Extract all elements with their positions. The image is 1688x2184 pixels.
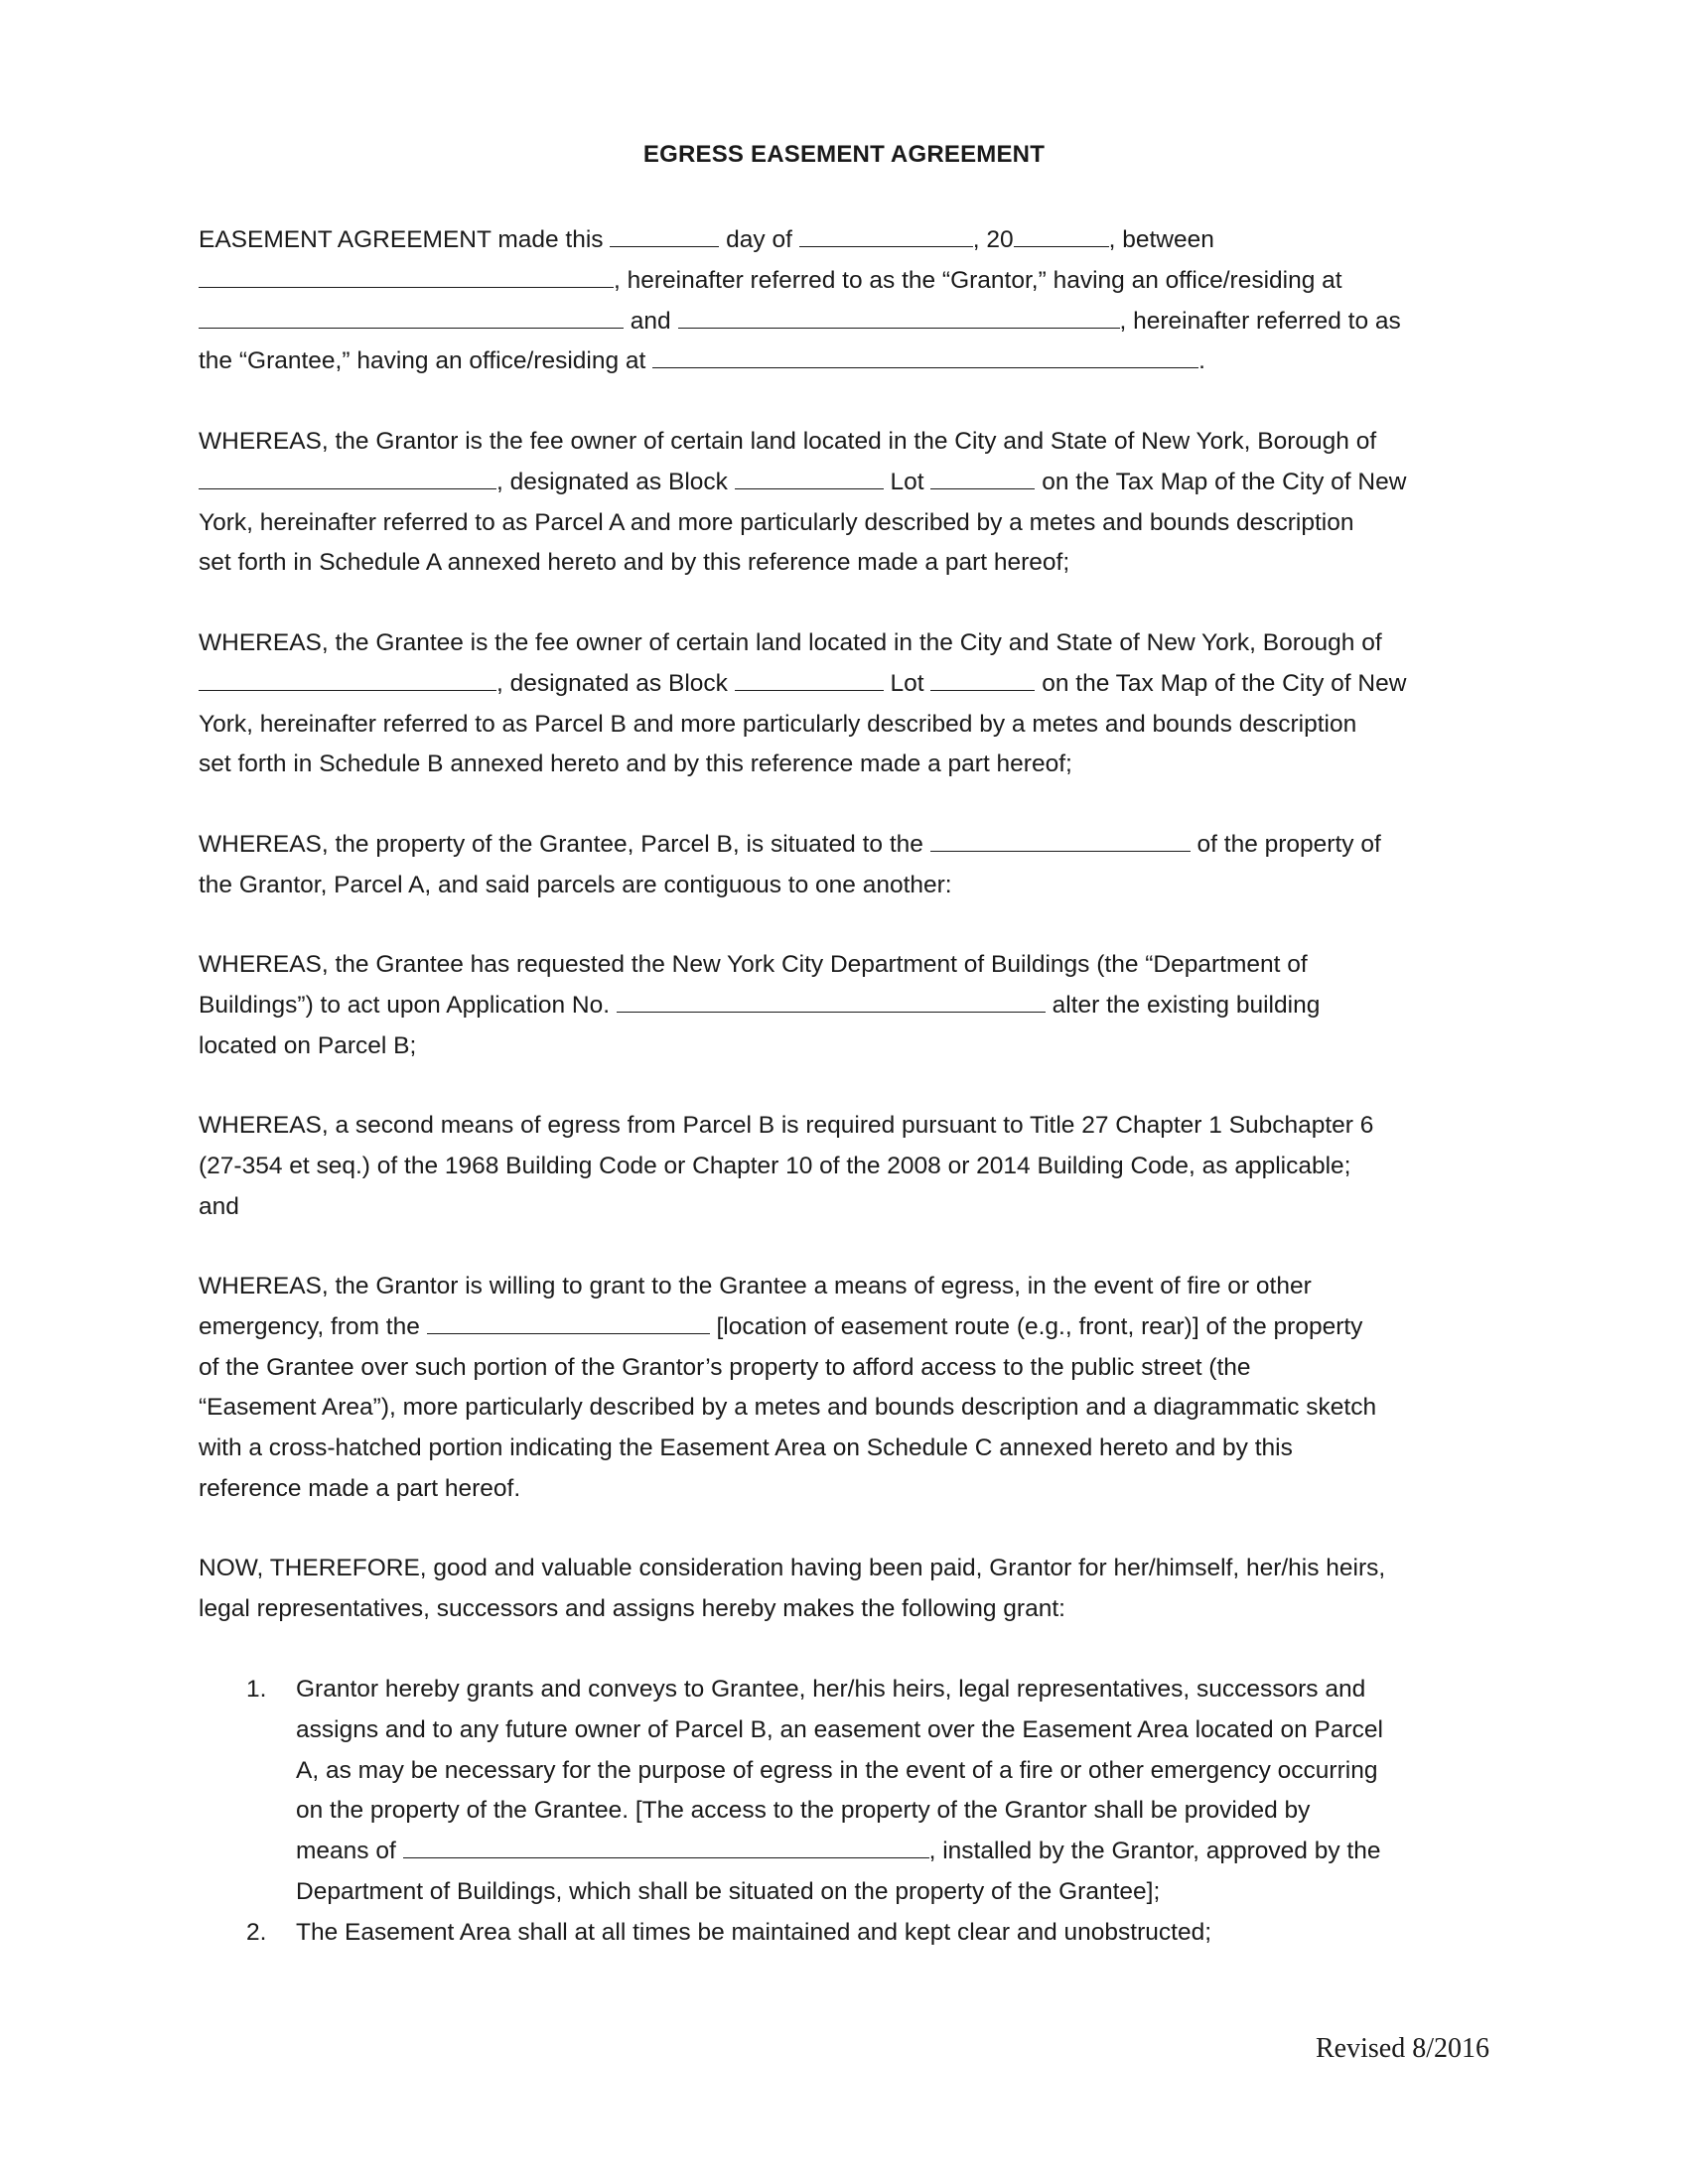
text-line: York, hereinafter referred to as Parcel A and more particularly described by a metes and bounds description (199, 508, 1354, 536)
document-title: EGRESS EASEMENT AGREEMENT (642, 141, 1046, 168)
blank-field[interactable] (403, 1836, 929, 1858)
text: alter the existing building (1045, 991, 1321, 1019)
text-line (199, 302, 1489, 342)
blank-field[interactable] (735, 467, 884, 489)
text-line (199, 986, 1489, 1026)
blank-field[interactable] (199, 306, 624, 329)
blank-field[interactable] (930, 668, 1035, 691)
blank-field[interactable] (610, 224, 719, 247)
text-line: with a cross-hatched portion indicating the Easement Area on Schedule C annexed hereto and by this (199, 1434, 1293, 1462)
text: , designated as Block (496, 468, 735, 495)
whereas-application (199, 945, 1489, 1066)
text: [location of easement route (e.g., front, rear)] of the property (709, 1312, 1363, 1340)
text: emergency, from the (199, 1312, 427, 1340)
text-line (199, 220, 1489, 261)
text-line (199, 463, 1489, 503)
text-line: of the Grantee over such portion of the Grantor’s property to afford access to the public street (the (199, 1353, 1251, 1381)
text: on the Tax Map of the City of New (1035, 468, 1407, 495)
text-line (199, 341, 1489, 382)
text: , between (1108, 226, 1214, 253)
text: Buildings”) to act upon Application No. (199, 991, 617, 1019)
text: WHEREAS, the property of the Grantee, Parcel B, is situated to the (199, 831, 930, 858)
text-line: A, as may be necessary for the purpose of egress in the event of a fire or other emergency occurring (296, 1756, 1378, 1784)
text-line (199, 261, 1489, 302)
text: , 20 (972, 226, 1014, 253)
text: of the property of (1190, 831, 1381, 858)
text-line: The Easement Area shall at all times be maintained and kept clear and unobstructed; (296, 1918, 1212, 1946)
text: , hereinafter referred to as the “Grantor,” having an office/residing at (614, 266, 1342, 294)
text-line: WHEREAS, the Grantee has requested the New York City Department of Buildings (the “Department of (199, 951, 1308, 978)
grant-terms-list (199, 1670, 1489, 1954)
list-number: 2. (246, 1918, 267, 1946)
text-line (296, 1832, 1489, 1872)
whereas-parcel-b (199, 623, 1489, 785)
text-line (199, 664, 1489, 705)
text-line: York, hereinafter referred to as Parcel B and more particularly described by a metes and bounds description (199, 710, 1357, 738)
text: . (1198, 347, 1205, 375)
blank-field[interactable] (199, 668, 496, 691)
text-line: (27-354 et seq.) of the 1968 Building Code or Chapter 10 of the 2008 or 2014 Building Code, as applicable; (199, 1152, 1351, 1179)
intro-paragraph (199, 220, 1489, 382)
text: EASEMENT AGREEMENT made this (199, 226, 611, 253)
text: and (624, 307, 678, 335)
text-line: “Easement Area”), more particularly described by a metes and bounds description and a diagrammatic sketch (199, 1394, 1377, 1422)
blank-field[interactable] (799, 224, 973, 247)
text-line (199, 825, 1489, 866)
text-line: WHEREAS, the Grantor is willing to grant to the Grantee a means of egress, in the event of fire or other (199, 1273, 1312, 1299)
list-number: 1. (246, 1676, 267, 1703)
text-line: set forth in Schedule A annexed hereto and by this reference made a part hereof; (199, 549, 1070, 577)
text-line: located on Parcel B; (199, 1031, 417, 1059)
text-line: WHEREAS, the Grantee is the fee owner of certain land located in the City and State of New York, Borough of (199, 629, 1382, 656)
whereas-contiguous (199, 825, 1489, 906)
text: , installed by the Grantor, approved by the (928, 1838, 1381, 1865)
blank-field[interactable] (652, 345, 1198, 368)
text-line: WHEREAS, the Grantor is the fee owner of certain land located in the City and State of New York, Borough of (199, 428, 1377, 455)
text-line: Grantor hereby grants and conveys to Grantee, her/his heirs, legal representatives, successors and (296, 1676, 1366, 1703)
text: means of (296, 1838, 403, 1865)
blank-field[interactable] (735, 668, 884, 691)
now-therefore-paragraph (199, 1549, 1489, 1630)
text-line: NOW, THEREFORE, good and valuable consideration having been paid, Grantor for her/himself, her/his heirs, (199, 1555, 1386, 1581)
blank-field[interactable] (199, 265, 614, 288)
text: , hereinafter referred to as (1119, 307, 1401, 335)
text: on the Tax Map of the City of New (1035, 669, 1407, 697)
whereas-parcel-a (199, 422, 1489, 584)
text-line: reference made a part hereof. (199, 1474, 521, 1502)
text-line: WHEREAS, a second means of egress from Parcel B is required pursuant to Title 27 Chapter 1 Subchapter 6 (199, 1112, 1374, 1139)
blank-field[interactable] (199, 467, 496, 489)
whereas-willing-to-grant (199, 1267, 1489, 1510)
text-line: and (199, 1192, 239, 1220)
text-line: legal representatives, successors and assigns hereby makes the following grant: (199, 1594, 1065, 1622)
text-line: set forth in Schedule B annexed hereto and by this reference made a part hereof; (199, 751, 1072, 778)
text: Lot (883, 468, 931, 495)
text-line (199, 1307, 1489, 1348)
text: day of (719, 226, 799, 253)
blank-field[interactable] (930, 829, 1191, 852)
blank-field[interactable] (427, 1311, 710, 1334)
blank-field[interactable] (930, 467, 1035, 489)
revision-footer: Revised 8/2016 (1316, 2033, 1489, 2064)
text: Lot (883, 669, 931, 697)
text: the “Grantee,” having an office/residing at (199, 347, 653, 375)
text-line: the Grantor, Parcel A, and said parcels are contiguous to one another: (199, 871, 952, 898)
text-line: Department of Buildings, which shall be situated on the property of the Grantee]; (296, 1877, 1161, 1905)
text-line: assigns and to any future owner of Parcel B, an easement over the Easement Area located on Parcel (296, 1715, 1383, 1743)
blank-field[interactable] (1014, 224, 1109, 247)
whereas-egress-required (199, 1106, 1489, 1227)
text: , designated as Block (496, 669, 735, 697)
list-item (199, 1913, 1489, 1954)
list-item (199, 1670, 1489, 1913)
blank-field[interactable] (678, 306, 1120, 329)
blank-field[interactable] (617, 990, 1046, 1013)
text-line: on the property of the Grantee. [The access to the property of the Grantor shall be provided by (296, 1797, 1311, 1825)
